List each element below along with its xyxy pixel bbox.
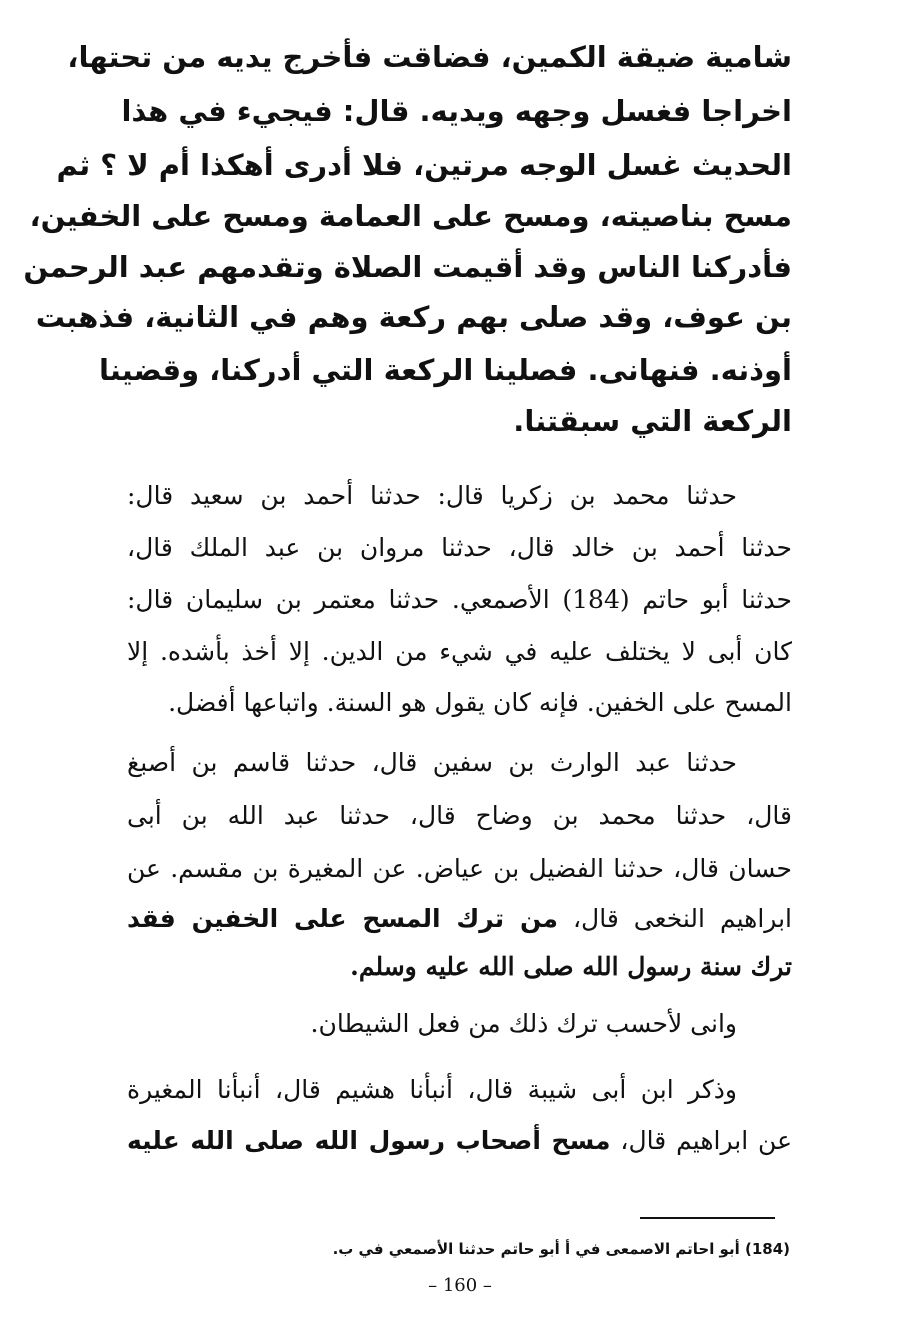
- text-line: الركعة التي سبقتنا.: [513, 404, 792, 438]
- text-line: حسان قال، حدثنا الفضيل بن عياض. عن المغيرة بن مقسم. عن: [127, 854, 792, 883]
- text-line: حدثنا أحمد بن خالد قال، حدثنا مروان بن عبد الملك قال،: [127, 533, 792, 562]
- text-line: حدثنا محمد بن زكريا قال: حدثنا أحمد بن سعيد قال:: [127, 481, 737, 510]
- text-line: المسح على الخفين. فإنه كان يقول هو السنة. واتباعها أفضل.: [168, 688, 792, 717]
- text-line: حدثنا أبو حاتم (184) الأصمعي. حدثنا معتمر بن سليمان قال:: [127, 585, 792, 614]
- text-line: اخراجا فغسل وجهه ويديه. قال: فيجيء في هذا: [121, 94, 792, 128]
- text-line: مسح بناصيته، ومسح على العمامة ومسح على الخفين،: [29, 199, 792, 233]
- text-line: بن عوف، وقد صلى بهم ركعة وهم في الثانية، فذهبت: [35, 300, 792, 334]
- footnote: (184) أبو احاتم الاصمعى في أ أبو حاتم حدثنا الأصمعي في ب.: [332, 1240, 790, 1258]
- text-line: كان أبى لا يختلف عليه في شيء من الدين. إلا أخذ بأشده. إلا: [127, 637, 792, 666]
- text-segment-bold: من ترك المسح على الخفين فقد: [127, 904, 558, 933]
- text-line: [127, 1115, 792, 1167]
- text-line-bold: ترك سنة رسول الله صلى الله عليه وسلم.: [350, 952, 792, 981]
- text-segment-bold: مسح أصحاب رسول الله صلى الله عليه: [127, 1126, 611, 1155]
- text-line: حدثنا عبد الوارث بن سفين قال، حدثنا قاسم بن أصبغ: [127, 748, 737, 777]
- text-line: [127, 893, 792, 945]
- page-number: – 160 –: [428, 1275, 492, 1296]
- text-line: فأدركنا الناس وقد أقيمت الصلاة وتقدمهم عبد الرحمن: [23, 250, 792, 284]
- text-line: وانى لأحسب ترك ذلك من فعل الشيطان.: [310, 1009, 737, 1038]
- text-segment: ابراهيم النخعى قال،: [572, 904, 792, 933]
- text-line: أوذنه. فنهانى. فصلينا الركعة التي أدركنا، وقضينا: [99, 353, 792, 387]
- footnote-divider: [640, 1217, 775, 1219]
- text-line: شامية ضيقة الكمين، فضاقت فأخرج يديه من تحتها،: [67, 40, 792, 74]
- text-segment: عن ابراهيم قال،: [620, 1126, 793, 1155]
- text-line: قال، حدثنا محمد بن وضاح قال، حدثنا عبد الله بن أبى: [127, 801, 792, 830]
- text-line: وذكر ابن أبى شيبة قال، أنبأنا هشيم قال، أنبأنا المغيرة: [127, 1075, 737, 1104]
- text-line: الحديث غسل الوجه مرتين، فلا أدرى أهكذا أم لا ؟ ثم: [56, 148, 792, 182]
